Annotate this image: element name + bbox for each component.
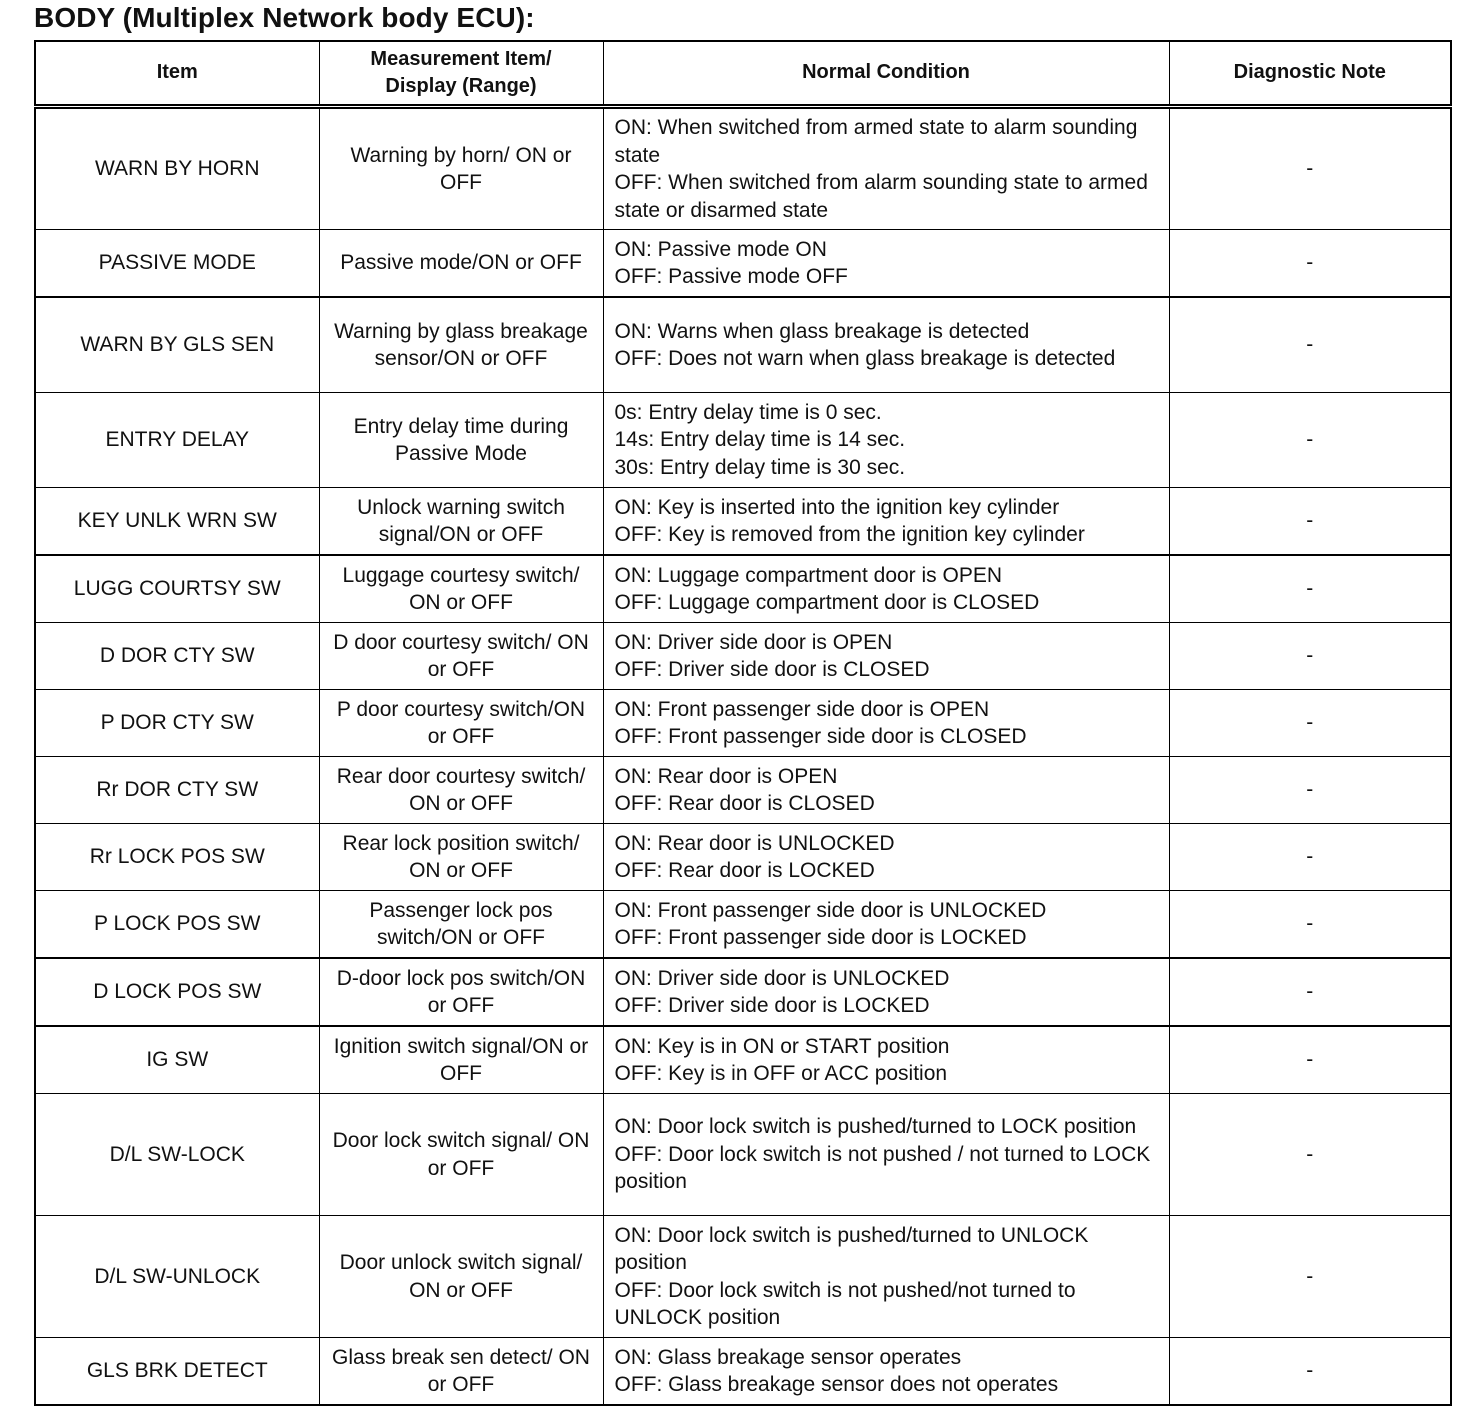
cell-condition <box>603 230 1169 298</box>
cell-condition <box>603 1026 1169 1094</box>
header-measurement-line2: Display (Range) <box>385 75 537 97</box>
cell-diagnostic-note: - <box>1169 555 1451 623</box>
cell-item: KEY UNLK WRN SW <box>35 488 319 556</box>
table-row <box>35 690 1451 757</box>
cell-diagnostic-note: - <box>1169 393 1451 488</box>
header-measurement-line1: Measurement Item/ <box>370 47 552 70</box>
cell-condition <box>603 958 1169 1026</box>
condition-line: ON: Glass breakage sensor operates <box>614 1345 962 1369</box>
condition-line: OFF: Does not warn when glass breakage is detected <box>614 347 1116 370</box>
table-row <box>35 297 1451 393</box>
cell-condition <box>603 1094 1169 1216</box>
cell-measurement: Passenger lock pos switch/ON or OFF <box>319 891 603 959</box>
condition-line: 14s: Entry delay time is 14 sec. <box>614 428 906 452</box>
cell-condition <box>603 393 1169 488</box>
cell-item: ENTRY DELAY <box>35 393 319 488</box>
cell-item: P DOR CTY SW <box>35 690 319 757</box>
cell-diagnostic-note: - <box>1169 891 1451 959</box>
cell-diagnostic-note: - <box>1169 107 1451 230</box>
cell-measurement: Unlock warning switch signal/ON or OFF <box>319 488 603 556</box>
header-item: Item <box>35 41 319 107</box>
cell-item: D/L SW-LOCK <box>35 1094 319 1216</box>
cell-condition <box>603 891 1169 959</box>
cell-diagnostic-note: - <box>1169 1026 1451 1094</box>
condition-line: ON: Rear door is UNLOCKED <box>614 831 895 855</box>
header-note: Diagnostic Note <box>1169 41 1451 107</box>
condition-line: ON: Warns when glass breakage is detected <box>614 319 1030 343</box>
cell-item: Rr DOR CTY SW <box>35 757 319 824</box>
cell-condition <box>603 297 1169 393</box>
condition-line: ON: When switched from armed state to alarm sounding state <box>614 116 1138 167</box>
cell-measurement: Warning by glass breakage sensor/ON or OFF <box>319 297 603 393</box>
condition-line: ON: Luggage compartment door is OPEN <box>614 563 1003 587</box>
table-row <box>35 824 1451 891</box>
cell-measurement: P door courtesy switch/ON or OFF <box>319 690 603 757</box>
condition-line: OFF: Front passenger side door is LOCKED <box>614 926 1027 949</box>
cell-measurement: Rear door courtesy switch/ ON or OFF <box>319 757 603 824</box>
table-row <box>35 1338 1451 1406</box>
table-row <box>35 488 1451 556</box>
cell-diagnostic-note: - <box>1169 690 1451 757</box>
cell-diagnostic-note: - <box>1169 757 1451 824</box>
cell-diagnostic-note: - <box>1169 297 1451 393</box>
cell-measurement: Passive mode/ON or OFF <box>319 230 603 298</box>
table-row <box>35 958 1451 1026</box>
condition-line: ON: Driver side door is UNLOCKED <box>614 966 950 990</box>
condition-line: ON: Door lock switch is pushed/turned to UNLOCK position <box>614 1223 1089 1274</box>
cell-condition <box>603 488 1169 556</box>
cell-condition <box>603 1338 1169 1406</box>
cell-condition <box>603 690 1169 757</box>
cell-item: WARN BY GLS SEN <box>35 297 319 393</box>
cell-item: D DOR CTY SW <box>35 623 319 690</box>
cell-measurement: Entry delay time during Passive Mode <box>319 393 603 488</box>
condition-line: ON: Key is in ON or START position <box>614 1034 950 1058</box>
condition-line: OFF: Front passenger side door is CLOSED <box>614 725 1027 748</box>
cell-item: WARN BY HORN <box>35 107 319 230</box>
condition-line: OFF: Door lock switch is not pushed/not turned to UNLOCK position <box>614 1278 1076 1329</box>
cell-item: P LOCK POS SW <box>35 891 319 959</box>
condition-line: ON: Passive mode ON <box>614 237 827 261</box>
condition-line: ON: Front passenger side door is UNLOCKED <box>614 898 1047 922</box>
table-header-row <box>35 41 1451 107</box>
condition-line: OFF: Driver side door is LOCKED <box>614 994 930 1017</box>
cell-diagnostic-note: - <box>1169 958 1451 1026</box>
table-row <box>35 1216 1451 1338</box>
condition-line: ON: Driver side door is OPEN <box>614 630 893 654</box>
cell-diagnostic-note: - <box>1169 1216 1451 1338</box>
cell-measurement: Door lock switch signal/ ON or OFF <box>319 1094 603 1216</box>
table-row <box>35 891 1451 959</box>
table-row <box>35 1026 1451 1094</box>
cell-diagnostic-note: - <box>1169 230 1451 298</box>
table-row <box>35 623 1451 690</box>
header-condition: Normal Condition <box>603 41 1169 107</box>
table-row <box>35 757 1451 824</box>
table-row <box>35 107 1451 230</box>
cell-condition <box>603 757 1169 824</box>
condition-line: OFF: Key is removed from the ignition key cylinder <box>614 523 1085 546</box>
cell-item: Rr LOCK POS SW <box>35 824 319 891</box>
cell-diagnostic-note: - <box>1169 824 1451 891</box>
condition-line: OFF: Door lock switch is not pushed / not turned to LOCK position <box>614 1142 1151 1194</box>
cell-item: D/L SW-UNLOCK <box>35 1216 319 1338</box>
condition-line: OFF: Rear door is LOCKED <box>614 859 875 882</box>
table-row <box>35 555 1451 623</box>
condition-line: OFF: Driver side door is CLOSED <box>614 658 930 681</box>
cell-measurement: Ignition switch signal/ON or OFF <box>319 1026 603 1094</box>
cell-measurement: Rear lock position switch/ ON or OFF <box>319 824 603 891</box>
data-table <box>34 40 1452 1406</box>
cell-diagnostic-note: - <box>1169 1338 1451 1406</box>
condition-line: ON: Door lock switch is pushed/turned to LOCK position <box>614 1115 1137 1139</box>
cell-item: D LOCK POS SW <box>35 958 319 1026</box>
cell-condition <box>603 1216 1169 1338</box>
condition-line: ON: Front passenger side door is OPEN <box>614 697 990 721</box>
cell-measurement: D door courtesy switch/ ON or OFF <box>319 623 603 690</box>
cell-measurement: D-door lock pos switch/ON or OFF <box>319 958 603 1026</box>
cell-item: GLS BRK DETECT <box>35 1338 319 1406</box>
table-row <box>35 230 1451 298</box>
cell-measurement: Luggage courtesy switch/ ON or OFF <box>319 555 603 623</box>
cell-item: IG SW <box>35 1026 319 1094</box>
table-row <box>35 1094 1451 1216</box>
condition-line: ON: Key is inserted into the ignition key cylinder <box>614 495 1060 519</box>
condition-line: OFF: Luggage compartment door is CLOSED <box>614 591 1040 614</box>
cell-condition <box>603 623 1169 690</box>
condition-line: 30s: Entry delay time is 30 sec. <box>614 455 906 479</box>
condition-line: ON: Rear door is OPEN <box>614 764 838 788</box>
header-measurement <box>319 41 603 107</box>
cell-measurement: Warning by horn/ ON or OFF <box>319 107 603 230</box>
cell-item: PASSIVE MODE <box>35 230 319 298</box>
cell-diagnostic-note: - <box>1169 623 1451 690</box>
cell-measurement: Door unlock switch signal/ ON or OFF <box>319 1216 603 1338</box>
cell-condition <box>603 824 1169 891</box>
cell-condition <box>603 555 1169 623</box>
condition-line: OFF: Passive mode OFF <box>614 265 848 288</box>
condition-line: 0s: Entry delay time is 0 sec. <box>614 400 882 424</box>
cell-diagnostic-note: - <box>1169 488 1451 556</box>
condition-line: OFF: Rear door is CLOSED <box>614 792 875 815</box>
cell-condition <box>603 107 1169 230</box>
condition-line: OFF: Glass breakage sensor does not operates <box>614 1373 1059 1396</box>
cell-item: LUGG COURTSY SW <box>35 555 319 623</box>
condition-line: OFF: When switched from alarm sounding state to armed state or disarmed state <box>614 171 1148 222</box>
condition-line: OFF: Key is in OFF or ACC position <box>614 1062 948 1085</box>
cell-diagnostic-note: - <box>1169 1094 1451 1216</box>
cell-measurement: Glass break sen detect/ ON or OFF <box>319 1338 603 1406</box>
page-title: BODY (Multiplex Network body ECU): <box>34 2 535 33</box>
table-row <box>35 393 1451 488</box>
